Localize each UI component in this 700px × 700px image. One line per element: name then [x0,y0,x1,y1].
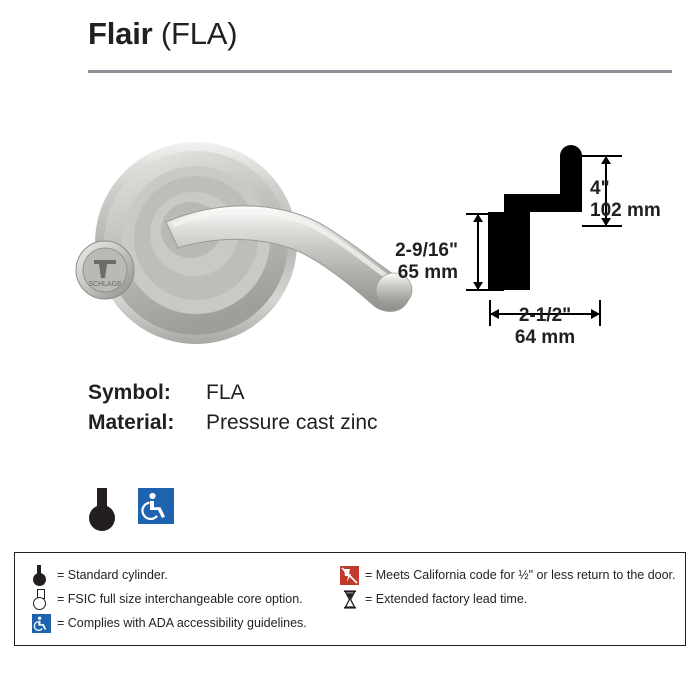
hourglass-icon [337,588,363,610]
rose-height-mm: 65 mm [397,262,458,283]
legend-text: = Complies with ADA accessibility guidelines. [57,616,307,630]
legend-item [337,563,683,587]
projection-inches: 2-1/2" [518,305,572,326]
feature-icon-row [88,488,174,530]
standard-cylinder-icon [29,564,55,586]
standard-cylinder-icon [88,488,116,530]
product-code: (FLA) [160,16,238,51]
legend-text: = Meets California code for ½" or less return to the door. [365,568,676,582]
spec-label-material: Material: [88,411,175,434]
ada-icon [138,488,174,524]
legend-item [29,587,359,611]
legend-box [14,552,686,646]
legend-text: = Extended factory lead time. [365,592,528,606]
spec-row-symbol [88,378,378,408]
product-name: Flair [88,16,153,51]
legend-text: = Standard cylinder. [57,568,168,582]
ada-icon [29,612,55,634]
legend-column-right [337,563,683,611]
legend-item [29,563,359,587]
projection-mm: 64 mm [514,327,576,348]
page-title [88,16,237,52]
spec-label-symbol: Symbol: [88,381,171,404]
legend-item [29,611,359,635]
title-divider [88,70,672,73]
lever-height-inches: 4" [590,178,610,199]
legend-item [337,587,683,611]
rose-height-inches: 2-9/16" [395,240,458,261]
spec-value-material: Pressure cast zinc [206,411,378,434]
spec-value-symbol: FLA [206,381,245,404]
lever-height-mm: 102 mm [590,200,661,221]
spec-list [88,378,378,438]
dimension-drawing [395,130,680,370]
spec-row-material [88,408,378,438]
fsic-core-icon [29,588,55,610]
svg-text:SCHLAGE: SCHLAGE [88,281,122,288]
legend-column-left [29,563,359,635]
california-code-icon [337,564,363,586]
legend-text: = FSIC full size interchangeable core option. [57,592,303,606]
